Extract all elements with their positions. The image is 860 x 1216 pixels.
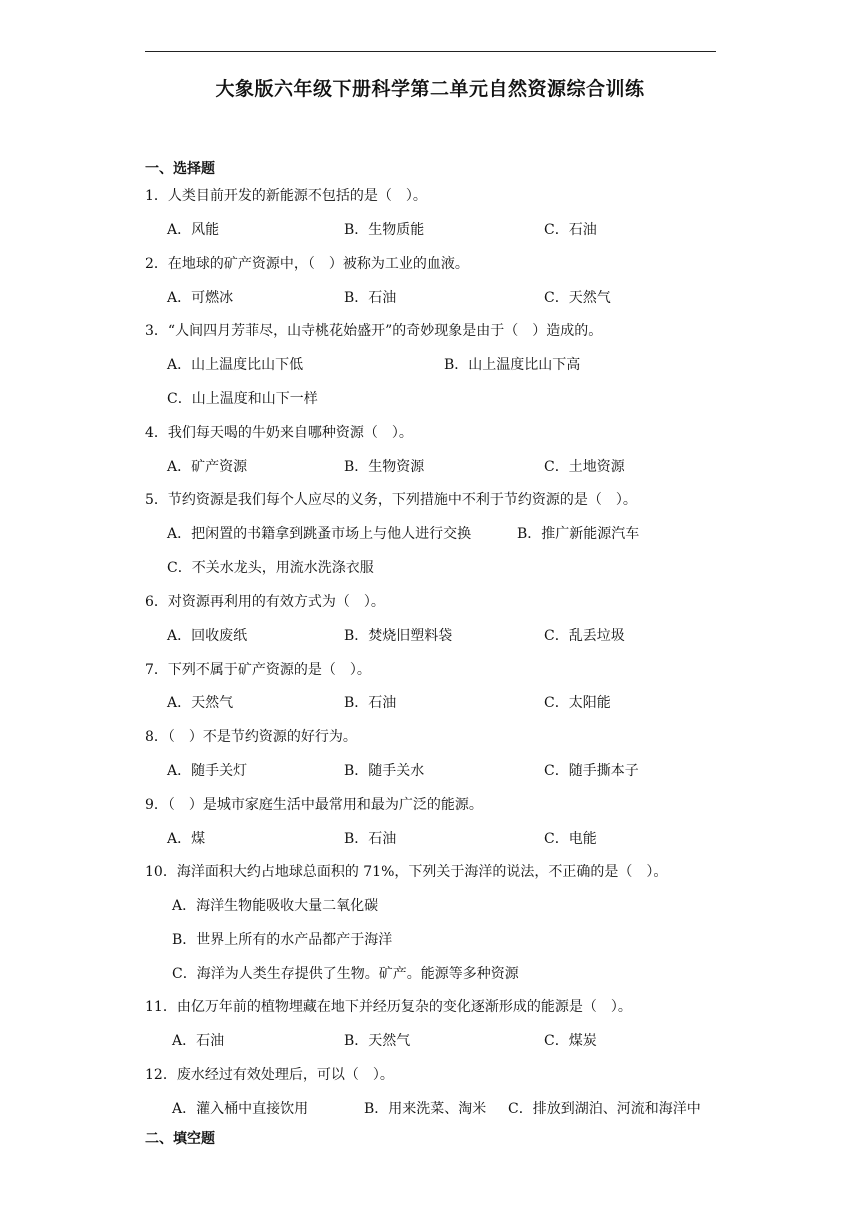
question-12: [145, 1064, 394, 1084]
section-heading-fill: 二、填空题: [145, 1131, 215, 1147]
option-a: A．煤: [167, 831, 206, 847]
option-b: B．用来洗菜、淘米: [364, 1101, 487, 1117]
option-c: C．山上温度和山下一样: [167, 391, 318, 407]
option-b: B．石油: [344, 695, 397, 711]
option-b: B．随手关水: [344, 763, 425, 779]
question-number: 5．: [145, 492, 168, 508]
option-b: B．推广新能源汽车: [517, 526, 640, 542]
question-number: 2．: [145, 256, 168, 272]
question-text: 人类目前开发的新能源不包括的是（ ）。: [167, 188, 427, 204]
options-5a: [167, 523, 727, 543]
option-a: A．山上温度比山下低: [167, 357, 304, 373]
option-a: A．矿产资源: [167, 459, 248, 475]
option-b: B．世界上所有的水产品都产于海洋: [172, 932, 393, 948]
section-heading-choice: 一、选择题: [145, 161, 215, 177]
question-number: 3．: [145, 323, 168, 339]
question-4: [145, 422, 413, 442]
question-3: [145, 320, 602, 340]
option-c: C．排放到湖泊、河流和海洋中: [508, 1101, 701, 1117]
question-11: [145, 996, 632, 1016]
question-number: 11．: [145, 999, 177, 1015]
options-5b: [167, 557, 727, 577]
option-b: B．石油: [344, 831, 397, 847]
option-c: C．煤炭: [544, 1033, 597, 1049]
option-b: B．焚烧旧塑料袋: [344, 628, 453, 644]
options-2: [167, 287, 727, 307]
options-9: [167, 828, 727, 848]
question-number: 4．: [145, 425, 168, 441]
question-text: 废水经过有效处理后，可以（ ）。: [176, 1067, 394, 1083]
option-b: B．生物资源: [344, 459, 425, 475]
option-c: C．乱丢垃圾: [544, 628, 625, 644]
question-8: [145, 726, 357, 746]
question-number: 7．: [145, 662, 168, 678]
question-9: [145, 794, 483, 814]
question-number: 12．: [145, 1067, 177, 1083]
options-7: [167, 692, 727, 712]
option-a: A．海洋生物能吸收大量二氧化碳: [172, 898, 379, 914]
option-a: A．风能: [167, 222, 220, 238]
options-10b: [172, 929, 732, 949]
options-6: [167, 625, 727, 645]
option-c: C．土地资源: [544, 459, 625, 475]
question-1: [145, 185, 427, 205]
question-number: 8．: [145, 729, 168, 745]
options-8: [167, 760, 727, 780]
question-number: 1．: [145, 188, 168, 204]
question-2: [145, 253, 469, 273]
question-text: “人间四月芳菲尽，山寺桃花始盛开”的奇妙现象是由于（ ）造成的。: [167, 323, 603, 339]
options-3b: [167, 388, 727, 408]
options-4: [167, 456, 727, 476]
header-rule: [145, 51, 716, 52]
option-a: A．回收废纸: [167, 628, 248, 644]
question-number: 9．: [145, 797, 168, 813]
question-6: [145, 591, 385, 611]
option-a: A．把闲置的书籍拿到跳蚤市场上与他人进行交换: [167, 526, 472, 542]
question-text: （ ）不是节约资源的好行为。: [167, 729, 357, 745]
options-11: [172, 1030, 732, 1050]
question-text: 节约资源是我们每个人应尽的义务，下列措施中不利于节约资源的是（ ）。: [167, 492, 637, 508]
option-c: C．随手撕本子: [544, 763, 639, 779]
document-title: 大象版六年级下册科学第二单元自然资源综合训练: [215, 78, 645, 100]
question-text: 下列不属于矿产资源的是（ ）。: [167, 662, 371, 678]
question-10: [145, 861, 667, 881]
option-b: B．山上温度比山下高: [444, 357, 581, 373]
option-b: B．石油: [344, 290, 397, 306]
option-c: C．电能: [544, 831, 597, 847]
option-c: C．天然气: [544, 290, 611, 306]
question-text: 海洋面积大约占地球总面积的 71%，下列关于海洋的说法，不正确的是（ ）。: [176, 864, 668, 880]
option-a: A．石油: [172, 1033, 225, 1049]
option-c: C．太阳能: [544, 695, 611, 711]
options-12: [172, 1098, 732, 1118]
question-7: [145, 659, 371, 679]
question-text: （ ）是城市家庭生活中最常用和最为广泛的能源。: [167, 797, 483, 813]
option-c: C．不关水龙头，用流水洗涤衣服: [167, 560, 374, 576]
option-a: A．可燃冰: [167, 290, 234, 306]
option-a: A．随手关灯: [167, 763, 248, 779]
options-10c: [172, 963, 732, 983]
option-b: B．天然气: [344, 1033, 411, 1049]
question-number: 10．: [145, 864, 177, 880]
option-a: A．天然气: [167, 695, 234, 711]
question-text: 对资源再利用的有效方式为（ ）。: [167, 594, 385, 610]
options-3a: [167, 354, 727, 374]
question-text: 由亿万年前的植物埋藏在地下并经历复杂的变化逐渐形成的能源是（ ）。: [176, 999, 632, 1015]
question-number: 6．: [145, 594, 168, 610]
option-a: A．灌入桶中直接饮用: [172, 1101, 309, 1117]
option-c: C．海洋为人类生存提供了生物。矿产。能源等多种资源: [172, 966, 519, 982]
question-text: 在地球的矿产资源中，（ ）被称为工业的血液。: [167, 256, 469, 272]
option-c: C．石油: [544, 222, 597, 238]
question-5: [145, 489, 637, 509]
options-1: [167, 219, 727, 239]
options-10a: [172, 895, 732, 915]
option-b: B．生物质能: [344, 222, 425, 238]
question-text: 我们每天喝的牛奶来自哪种资源（ ）。: [167, 425, 413, 441]
